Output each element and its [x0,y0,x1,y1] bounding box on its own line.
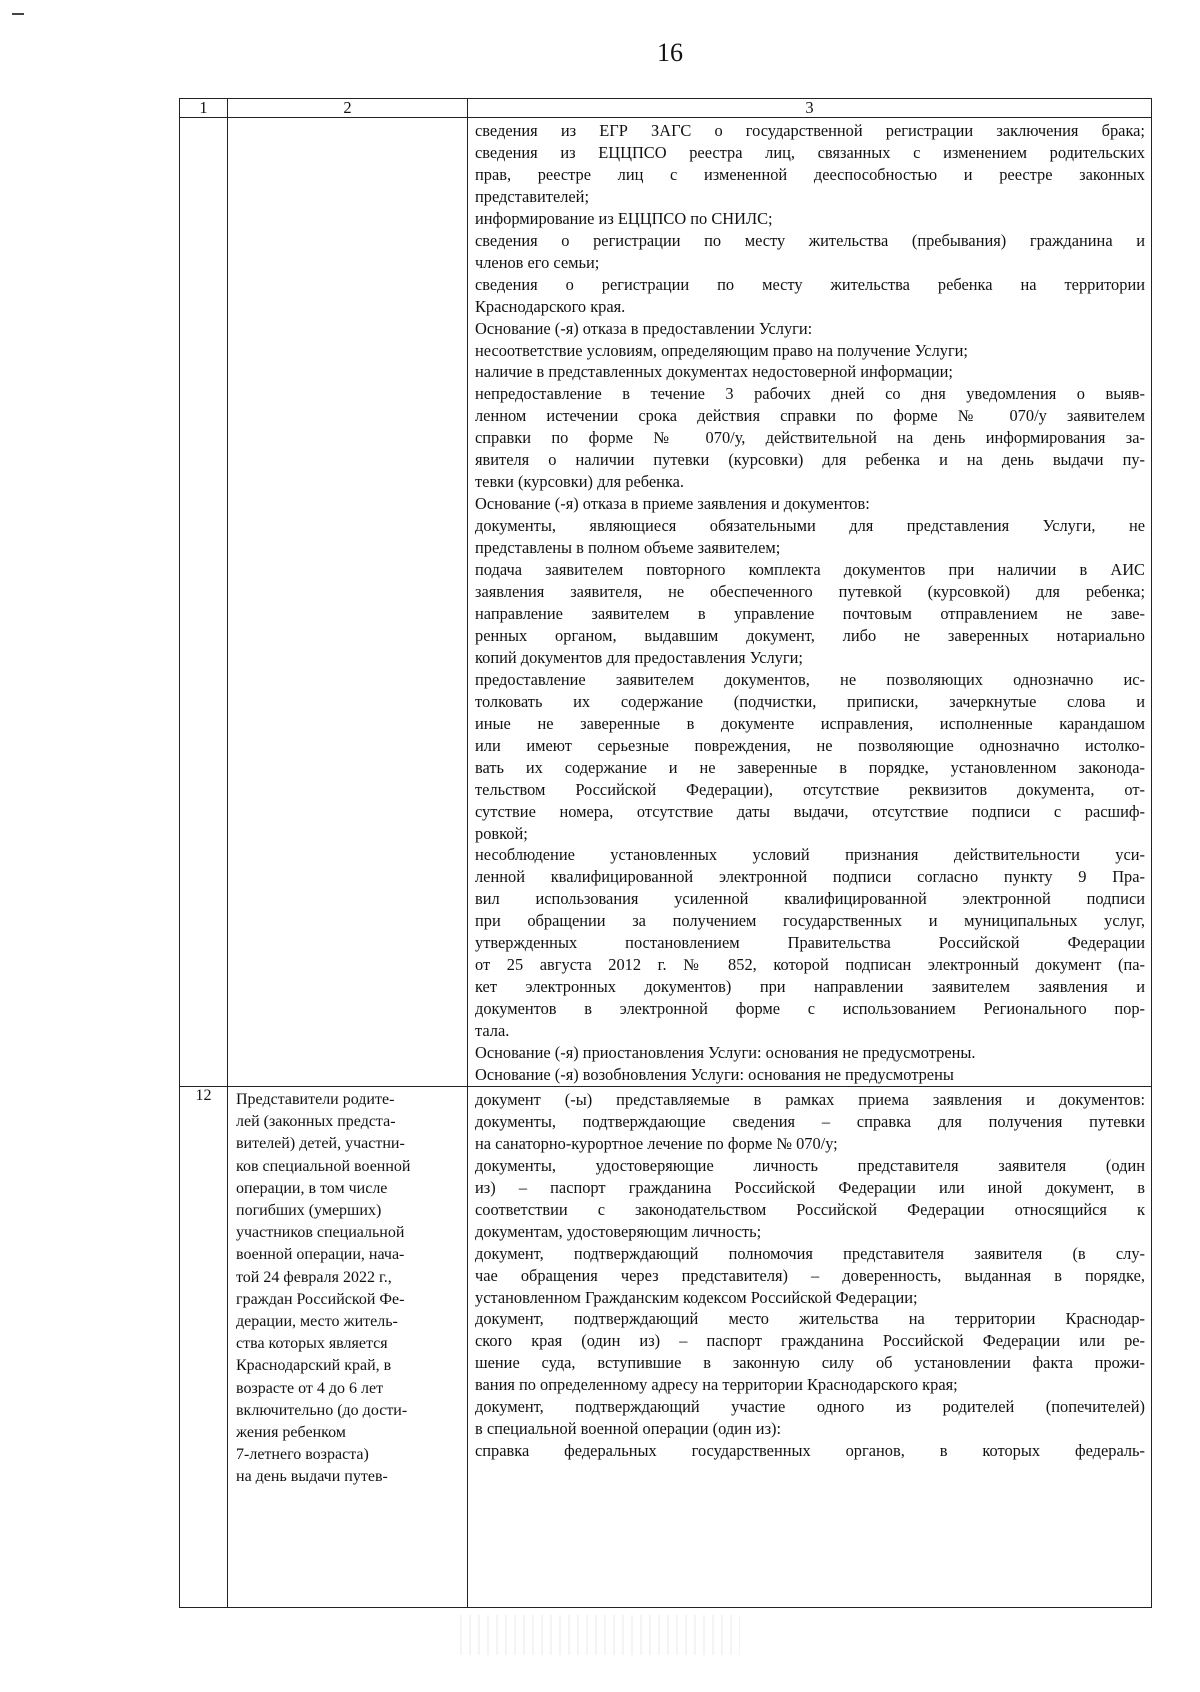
conditions-text [468,118,1151,1086]
table-row-continuation [180,118,1152,1087]
text-line: представителей; [475,186,590,206]
text-line: ленной квалифицированной электронной подписи согласно пункту 9 Пра- [475,867,1145,887]
text-line: прав, реестре лиц с измененной дееспособностью и реестре законных [475,164,1145,184]
scan-margin-mark [12,13,24,15]
text-line: граждан Российской Фе- [236,1290,405,1308]
document-table [179,98,1152,1608]
text-line: иные не заверенные в документе исправления, исполненные карандашом [475,713,1145,733]
text-line: сутствие номера, отсутствие даты выдачи, отсутствие подписи с расшиф- [475,801,1145,821]
text-line: документы, подтверждающие сведения – справка для получения путевки [475,1111,1145,1131]
text-line: Основание (-я) отказа в предоставлении Услуги: [475,318,813,338]
cell-number-empty [180,118,228,1087]
text-line: сведения из ЕГР ЗАГС о государственной регистрации заключения брака; [475,121,1145,140]
text-line: документам, удостоверяющим личность; [475,1221,762,1241]
text-line: сведения из ЕЦЦПСО реестра лиц, связанных с изменением родительских [475,142,1145,162]
text-line: тала. [475,1021,510,1041]
text-line: справки по форме № 070/у, действительной на день информирования за- [475,428,1145,448]
text-line: от 25 августа 2012 г. № 852, которой подписан электронный документ (па- [475,955,1145,975]
text-line: ского края (один из) – паспорт гражданина Российской Федерации или ре- [475,1331,1145,1351]
text-line: возрасте от 4 до 6 лет [236,1379,384,1397]
text-line: операции, в том числе [236,1179,388,1197]
text-line: явителя о наличии путевки (курсовки) для ребенка и на день выдачи пу- [475,450,1145,470]
text-line: установленном Гражданским кодексом Российской Федерации; [475,1287,918,1307]
text-line: тельством Российской Федерации), отсутствие реквизитов документа, от- [475,779,1145,799]
text-line: при обращении за получением государственных и муниципальных услуг, [475,911,1145,931]
text-line: толковать их содержание (подчистки, приписки, зачеркнутые слова и [475,691,1145,711]
text-line: шение суда, вступившие в законную силу об установлении факта прожи- [475,1353,1145,1373]
text-line: Представители родите- [236,1090,395,1108]
text-line: кет электронных документов) при направлении заявителем заявления и [475,977,1145,997]
text-line: лей (законных предста- [236,1113,396,1131]
category-text [228,1087,467,1489]
text-line: Основание (-я) приостановления Услуги: основания не предусмотрены. [475,1043,976,1063]
text-line: чае обращения через представителя) – доверенность, выданная в порядке, [475,1265,1145,1285]
text-line: вания по определенному адресу на территории Краснодарского края; [475,1375,958,1395]
text-line: непредоставление в течение 3 рабочих дней со дня уведомления о выяв- [475,384,1145,404]
text-line: предоставление заявителем документов, не позволяющих однозначно ис- [475,669,1145,689]
text-line: справка федеральных государственных органов, в которых федераль- [475,1441,1145,1461]
text-line: копий документов для предоставления Услуги; [475,647,803,667]
text-line: Основание (-я) отказа в приеме заявления и документов: [475,494,870,514]
text-line: утвержденных постановлением Правительства Российской Федерации [475,933,1145,953]
text-line: из) – паспорт гражданина Российской Федерации или иной документ, в [475,1177,1145,1197]
cell-documents [468,1086,1152,1607]
text-line: жения ребенком [236,1423,346,1441]
text-line: военной операции, нача- [236,1246,405,1264]
text-line: наличие в представленных документах недостоверной информации; [475,362,953,382]
text-line: на день выдачи путев- [236,1468,388,1486]
text-line: документы, удостоверяющие личность представителя заявителя (один [475,1155,1145,1175]
header-col-2: 2 [228,99,468,118]
text-line: документы, являющиеся обязательными для представления Услуги, не [475,516,1145,536]
documents-text [468,1087,1151,1462]
text-line: вать их содержание и не заверенные в порядке, установленном законода- [475,757,1145,777]
text-line: представлены в полном объеме заявителем; [475,538,781,558]
row-number: 12 [180,1086,228,1607]
text-line: документ, подтверждающий место жительства на территории Краснодар- [475,1309,1145,1329]
text-line: ства которых является [236,1335,388,1353]
text-line: Краснодарского края. [475,296,626,316]
page-number: 16 [657,38,683,67]
text-line: ренных органом, выдавшим документ, либо не заверенных нотариально [475,625,1145,645]
text-line: документ, подтверждающий участие одного из родителей (попечителей) [475,1397,1145,1417]
text-line: включительно (до дости- [236,1401,408,1419]
text-line: ровкой; [475,823,528,843]
text-line: вителей) детей, участни- [236,1135,405,1153]
text-line: ленном истечении срока действия справки по форме № 070/у заявителем [475,406,1145,426]
cell-category-empty [228,118,468,1087]
text-line: сведения о регистрации по месту жительства (пребывания) гражданина и [475,230,1145,250]
text-line: вил использования усиленной квалифицированной электронной подписи [475,889,1145,909]
text-line: ков специальной военной [236,1157,411,1175]
header-col-1: 1 [180,99,228,118]
text-line: заявления заявителя, не обеспеченного путевкой (курсовкой) для ребенка; [475,582,1145,602]
cell-conditions [468,118,1152,1087]
text-line: дерации, место житель- [236,1312,398,1330]
text-line: соответствии с законодательством Российской Федерации относящийся к [475,1199,1145,1219]
text-line: на санаторно-курортное лечение по форме № 070/у; [475,1133,838,1153]
scan-artifact [460,1615,740,1655]
text-line: той 24 февраля 2022 г., [236,1268,392,1286]
text-line: документ (-ы) представляемые в рамках приема заявления и документов: [475,1089,1145,1109]
table-row-12 [180,1086,1152,1607]
header-col-3: 3 [468,99,1152,118]
text-line: несоблюдение установленных условий признания действительности уси- [475,845,1145,865]
table-header-row [180,99,1152,118]
text-line: документов в электронной форме с использованием Регионального пор- [475,999,1145,1019]
text-line: или имеют серьезные повреждения, не позволяющие однозначно истолко- [475,735,1145,755]
text-line: в специальной военной операции (один из): [475,1419,782,1439]
text-line: направление заявителем в управление почтовым отправлением не заве- [475,603,1145,623]
text-line: документ, подтверждающий полномочия представителя заявителя (в слу- [475,1243,1145,1263]
text-line: 7-летнего возраста) [236,1446,369,1464]
text-line: несоответствие условиям, определяющим право на получение Услуги; [475,340,968,360]
text-line: подача заявителем повторного комплекта документов при наличии в АИС [475,560,1145,580]
text-line: тевки (курсовки) для ребенка. [475,472,684,492]
cell-category [228,1086,468,1607]
text-line: Основание (-я) возобновления Услуги: основания не предусмотрены [475,1064,954,1084]
text-line: участников специальной [236,1224,405,1242]
text-line: сведения о регистрации по месту жительства ребенка на территории [475,274,1145,294]
text-line: информирование из ЕЦЦПСО по СНИЛС; [475,208,773,228]
text-line: Краснодарский край, в [236,1357,392,1375]
text-line: погибших (умерших) [236,1201,382,1219]
text-line: членов его семьи; [475,252,600,272]
